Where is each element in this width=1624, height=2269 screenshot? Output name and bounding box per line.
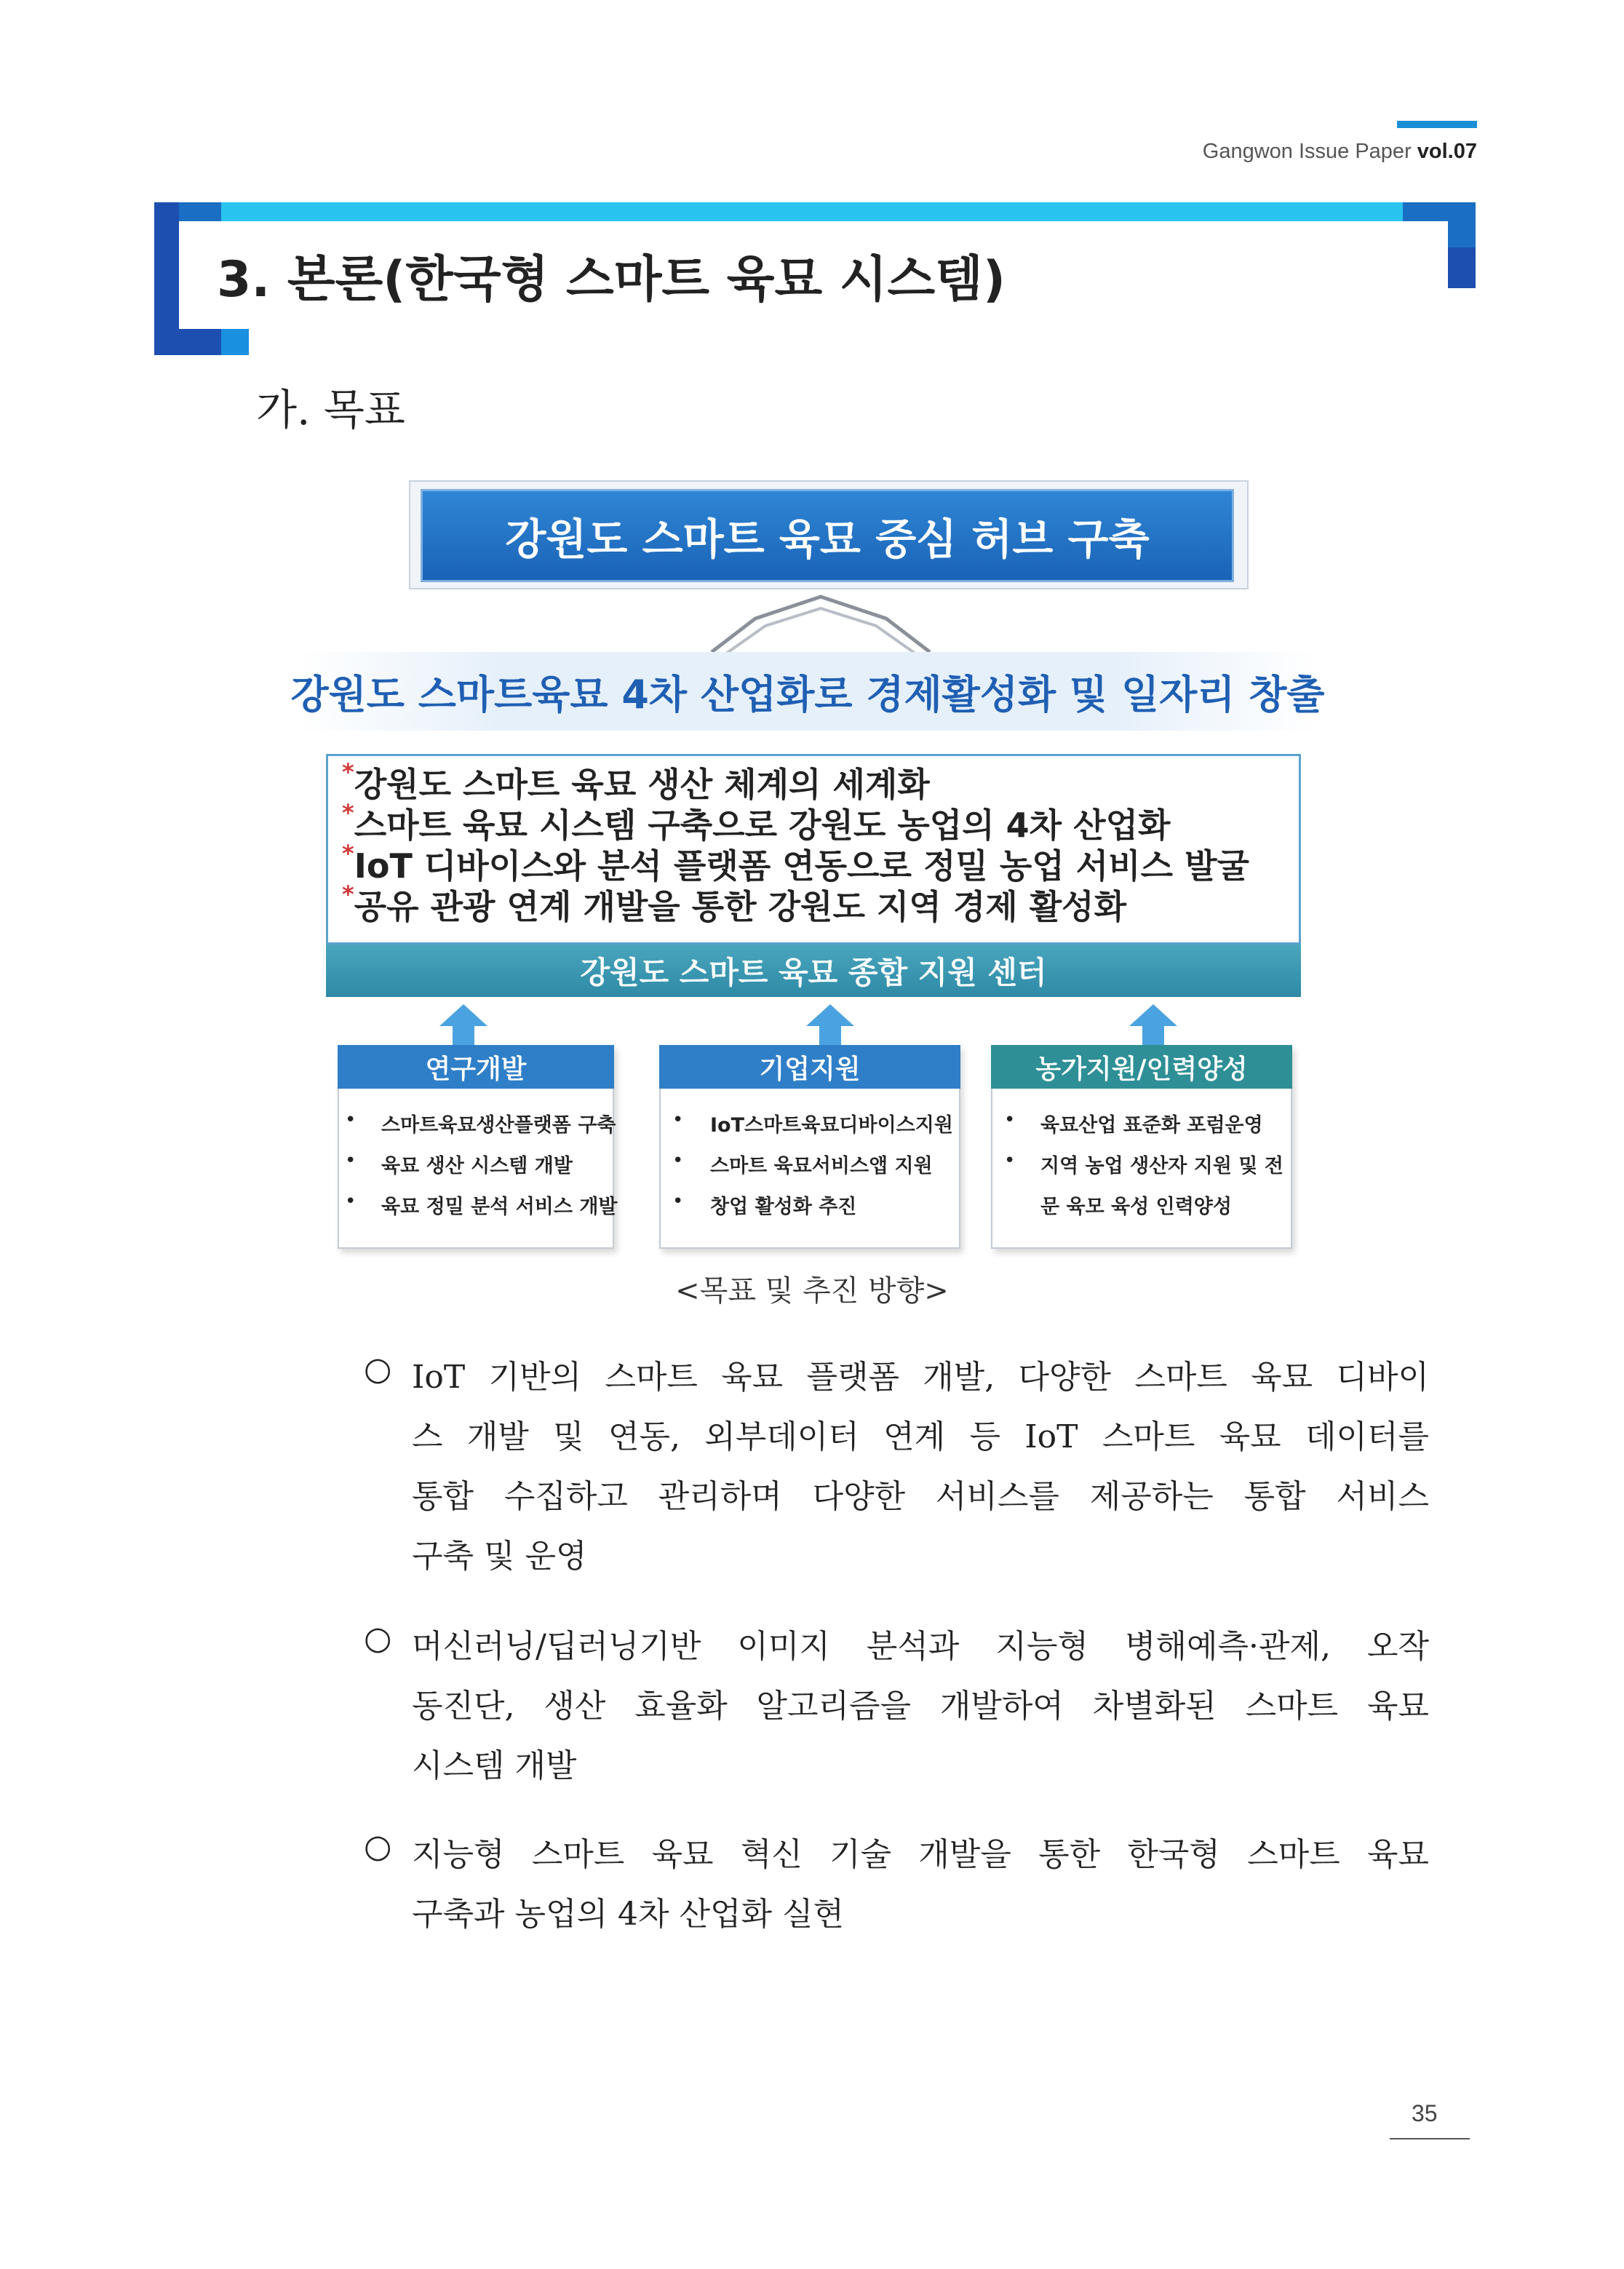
chevron-up-icon [697, 587, 944, 656]
bullet-icon: • [672, 1109, 684, 1131]
paragraph-line: 구축 및 운영 [412, 1538, 587, 1575]
goal-statement: 강원도 스마트육묘 4차 산업화로 경제활성화 및 일자리 창출 [298, 652, 1317, 731]
objective-item: *IoT 디바이스와 분석 플랫폼 연동으로 정밀 농업 서비스 발굴 [342, 840, 1249, 886]
objective-item: *강원도 스마트 육묘 생산 체계의 세계화 [342, 758, 930, 804]
bullet-icon: • [345, 1109, 357, 1131]
subsection-title: 가. 목표 [256, 385, 405, 434]
banner-top-bar [154, 202, 1476, 221]
figure-caption: <목표 및 추진 방향> [675, 1274, 949, 1308]
bullet-icon: • [345, 1191, 357, 1212]
column-item: IoT스마트육묘디바이스지원 [710, 1114, 953, 1137]
header-accent-bar [1397, 121, 1477, 128]
arrow-up-icon [438, 1003, 489, 1049]
paragraph-line: 통합 수집하고 관리하며 다양한 서비스를 제공하는 통합 서비스 [412, 1478, 1429, 1515]
bullet-icon: • [672, 1191, 684, 1212]
paragraph-line: 스 개발 및 연동, 외부데이터 연계 등 IoT 스마트 육묘 데이터를 [412, 1418, 1429, 1455]
paragraph-line: 머신러닝/딥러닝기반 이미지 분석과 지능형 병해예측·관제, 오작 [412, 1628, 1429, 1665]
paragraph-line: 동진단, 생산 효율화 알고리즘을 개발하여 차별화된 스마트 육묘 [412, 1688, 1429, 1725]
circle-bullet-icon: ○ [364, 1351, 392, 1388]
bullet-icon: • [1004, 1150, 1016, 1172]
arrow-up-icon [1128, 1003, 1179, 1049]
column-item: 육묘 생산 시스템 개발 [381, 1155, 573, 1177]
bullet-icon: • [672, 1150, 684, 1172]
column-item: 육묘 정밀 분석 서비스 개발 [381, 1196, 618, 1218]
support-center-label: 강원도 스마트 육묘 종합 지원 센터 [326, 945, 1301, 997]
banner-right-accent [1448, 247, 1476, 288]
business-support-column-title: 기업지원 [659, 1045, 960, 1089]
bullet-icon: • [345, 1150, 357, 1172]
arrow-up-icon [805, 1003, 856, 1049]
column-item: 스마트 육묘서비스앱 지원 [710, 1155, 933, 1177]
volume-label: vol.07 [1417, 140, 1477, 163]
column-item: 스마트육묘생산플랫폼 구축 [381, 1114, 616, 1137]
banner-bottom-left-accent [154, 329, 221, 355]
objective-item: *스마트 육묘 시스템 구축으로 강원도 농업의 4차 산업화 [342, 799, 1171, 845]
paragraph-line: 구축과 농업의 4차 산업화 실현 [412, 1896, 844, 1933]
paragraph-line: 시스템 개발 [412, 1747, 577, 1784]
rnd-column-title: 연구개발 [338, 1045, 614, 1089]
page-number-rule [1390, 2138, 1470, 2139]
column-item: 문 육모 육성 인력양성 [1040, 1196, 1232, 1218]
publication-header [1203, 140, 1477, 164]
objective-item: *공유 관광 연계 개발을 통한 강원도 지역 경제 활성화 [342, 881, 1127, 926]
column-item: 육묘산업 표준화 포럼운영 [1040, 1114, 1263, 1137]
section-title: 3. 본론(한국형 스마트 육묘 시스템) [217, 251, 1006, 309]
bullet-icon: • [1004, 1109, 1016, 1131]
circle-bullet-icon: ○ [364, 1828, 392, 1865]
column-item: 창업 활성화 추진 [710, 1196, 857, 1218]
publication-name: Gangwon Issue Paper [1202, 140, 1417, 163]
farm-support-column-title: 농가지원/인력양성 [991, 1045, 1292, 1089]
circle-bullet-icon: ○ [364, 1620, 392, 1657]
page-number: 35 [1412, 2100, 1438, 2126]
paragraph-line: IoT 기반의 스마트 육묘 플랫폼 개발, 다양한 스마트 육묘 디바이 [412, 1359, 1429, 1396]
paragraph-line: 지능형 스마트 육묘 혁신 기술 개발을 통한 한국형 스마트 육묘 [412, 1836, 1429, 1873]
hub-title: 강원도 스마트 육묘 중심 허브 구축 [421, 489, 1234, 582]
column-item: 지역 농업 생산자 지원 및 전 [1040, 1155, 1283, 1177]
